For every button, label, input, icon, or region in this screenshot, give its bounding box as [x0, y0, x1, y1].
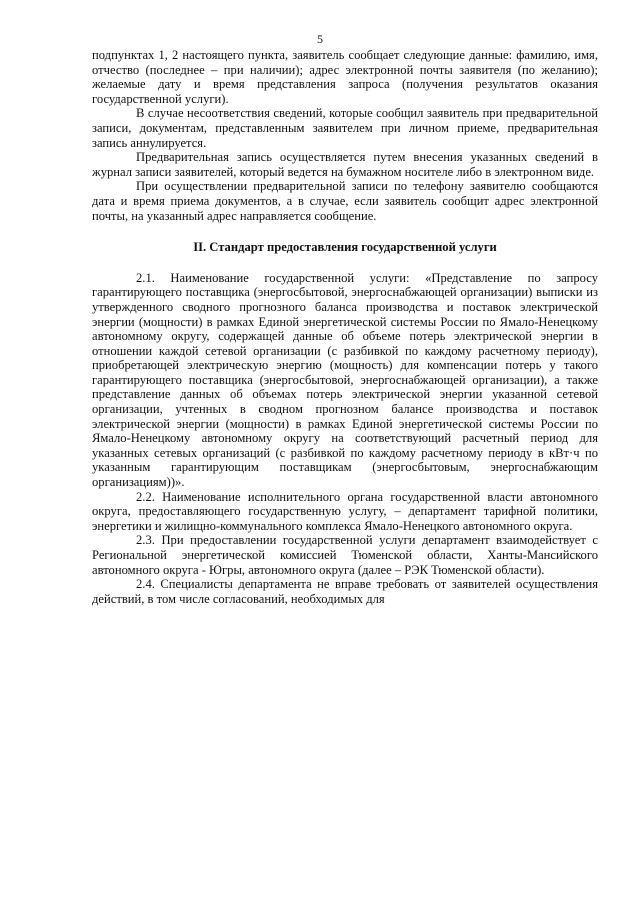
- paragraph: 2.4. Специалисты департамента не вправе требовать от заявителей осуществления действий, в том числе согласований, необходимых для: [92, 577, 598, 606]
- section-heading: II. Стандарт предоставления государственной услуги: [193, 240, 497, 255]
- paragraph: 2.2. Наименование исполнительного органа государственной власти автономного округа, предоставляющего государственную услугу, – департамент тарифной политики, энергетики и жилищно-коммунального комплекса Ямало-Ненецкого автономного округа.: [92, 489, 598, 533]
- paragraph: При осуществлении предварительной записи по телефону заявителю сообщаются дата и время приема документов, а в случае, если заявитель сообщит адрес электронной почты, на указанный адрес направляется сообщение.: [92, 179, 598, 223]
- paragraph: В случае несоответствия сведений, которые сообщил заявитель при предварительной записи, документам, представленным заявителем при личном приеме, предварительная запись аннулируется.: [92, 106, 598, 150]
- paragraph: 2.3. При предоставлении государственной услуги департамент взаимодействует с Региональной энергетической комиссией Тюменской области, Ханты-Мансийского автономного округа - Югры, автономного округа (далее – РЭК Тюменской области).: [92, 533, 598, 577]
- page-number: 5: [317, 32, 323, 46]
- page-body: [92, 48, 598, 606]
- paragraph: Предварительная запись осуществляется путем внесения указанных сведений в журнал записи заявителей, который ведется на бумажном носителе либо в электронном виде.: [92, 150, 598, 179]
- paragraph: подпунктах 1, 2 настоящего пункта, заявитель сообщает следующие данные: фамилию, имя, отчество (последнее – при наличии); адрес электронной почты заявителя (по желанию); желаемые дату и время представления запроса (получения результатов оказания государственной услуги).: [92, 48, 598, 106]
- paragraph: 2.1. Наименование государственной услуги: «Представление по запросу гарантирующего поставщика (энергосбытовой, энергоснабжающей организации) выписки из утвержденного сводного прогнозного баланса производства и поставок электрической энергии (мощности) в рамках Единой энергетической системы России по Ямало-Ненецкому автономному округу, содержащей данные об объеме потерь электрической энергии в отношении каждой сетевой организации (с разбивкой по каждому расчетному периоду), приобретающей электрическую энергию (мощность) для компенсации потерь у такого гарантирующего поставщика (энергосбытовой, энергоснабжающей организации), а также представление данных об объемах потерь электрической энергии указанной сетевой организации, учтенных в сводном прогнозном балансе производства и поставок электрической энергии (мощности) в рамках Единой энергетической системы России по Ямало-Ненецкому автономному округу на соответствующий расчетный период для указанных сетевых организаций (с разбивкой по каждому расчетному периоду в кВт·ч по указанным гарантирующим поставщикам (энергосбытовым, энергоснабжающим организациям))».: [92, 270, 598, 490]
